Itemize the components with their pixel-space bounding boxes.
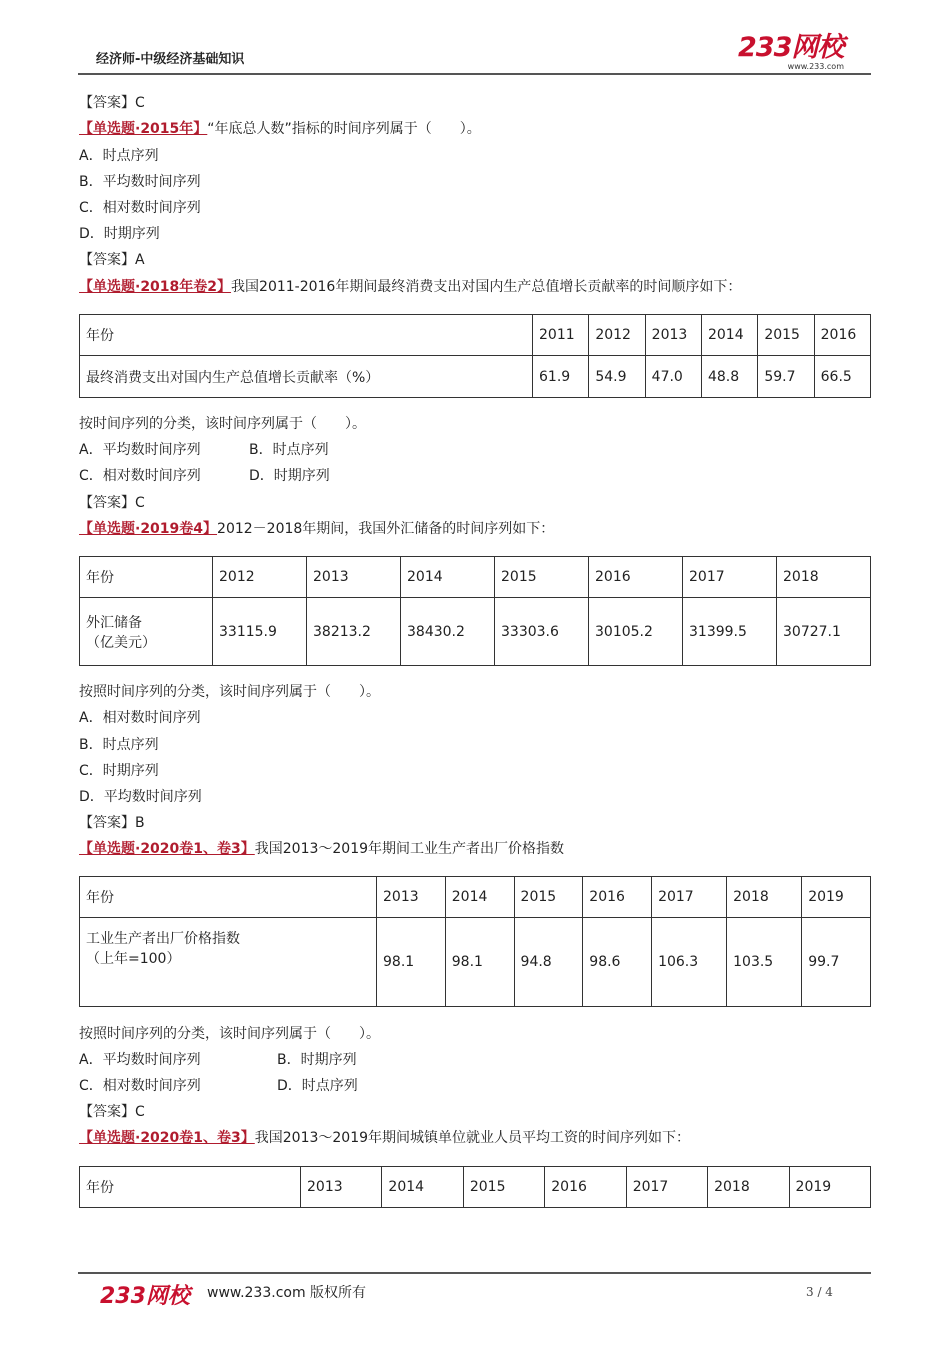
option: D．时点序列	[277, 1078, 358, 1094]
table-cell: 2015	[758, 315, 814, 356]
question-tag: 【单选题·2019卷4】	[79, 521, 218, 537]
option: B．时期序列	[277, 1052, 357, 1068]
table-cell: 2014	[401, 557, 495, 598]
table-cell: 98.1	[445, 918, 514, 1007]
table-cell: 33303.6	[495, 598, 589, 666]
row-label-unit: （上年=100）	[86, 951, 181, 967]
question-stem: 我国2011-2016年期间最终消费支出对国内生产总值增长贡献率的时间顺序如下：	[231, 279, 742, 295]
table-row	[80, 598, 871, 666]
data-table-4	[79, 876, 871, 1007]
table-cell: 年份	[80, 1167, 301, 1208]
table-cell	[80, 598, 213, 666]
table-cell: 最终消费支出对国内生产总值增长贡献率（%）	[80, 356, 533, 398]
option: B．时点序列	[79, 737, 159, 753]
table-row	[80, 557, 871, 598]
question-3	[79, 519, 554, 539]
table-cell: 2014	[382, 1167, 463, 1208]
question-stem: 我国2013～2019年期间工业生产者出厂价格指数	[254, 841, 565, 857]
question-stem: 我国2013～2019年期间城镇单位就业人员平均工资的时间序列如下：	[254, 1130, 691, 1146]
question-tag: 【单选题·2020卷1、卷3】	[79, 1130, 255, 1146]
table-cell: 2014	[701, 315, 757, 356]
option: C．时期序列	[79, 763, 159, 779]
table-cell: 94.8	[514, 918, 583, 1007]
question-followup: 按照时间序列的分类，该时间序列属于（ ）。	[79, 684, 380, 700]
table-cell: 2013	[377, 877, 446, 918]
option: A．平均数时间序列	[79, 442, 201, 458]
data-table-2	[79, 314, 871, 398]
question-4	[79, 839, 564, 859]
table-cell: 2017	[652, 877, 727, 918]
question-2	[79, 277, 741, 297]
table-cell: 2014	[445, 877, 514, 918]
table-cell: 59.7	[758, 356, 814, 398]
table-cell: 54.9	[589, 356, 645, 398]
table-cell: 2013	[301, 1167, 382, 1208]
question-tag: 【单选题·2020卷1、卷3】	[79, 841, 255, 857]
table-cell	[80, 918, 377, 1007]
option: C．相对数时间序列	[79, 200, 201, 216]
table-cell: 99.7	[802, 918, 871, 1007]
table-cell: 2016	[589, 557, 683, 598]
table-cell: 2013	[645, 315, 701, 356]
table-row	[80, 918, 871, 1007]
table-cell: 2016	[814, 315, 870, 356]
option: B．平均数时间序列	[79, 174, 201, 190]
question-1	[79, 119, 481, 139]
footer-logo[interactable]: 233网校	[100, 1284, 190, 1309]
table-cell: 2015	[514, 877, 583, 918]
table-cell: 31399.5	[683, 598, 777, 666]
table-cell: 66.5	[814, 356, 870, 398]
option: C．相对数时间序列	[79, 1078, 201, 1094]
footer-divider	[78, 1272, 871, 1274]
table-cell: 61.9	[533, 356, 589, 398]
footer-copyright: www.233.com 版权所有	[207, 1285, 367, 1301]
table-cell: 2016	[583, 877, 652, 918]
answer-line: 【答案】C	[79, 495, 145, 511]
table-row	[80, 877, 871, 918]
table-cell: 2013	[307, 557, 401, 598]
table-row	[80, 315, 871, 356]
option: A．相对数时间序列	[79, 710, 201, 726]
table-cell: 2018	[727, 877, 802, 918]
table-cell: 38430.2	[401, 598, 495, 666]
table-cell: 38213.2	[307, 598, 401, 666]
table-cell: 33115.9	[213, 598, 307, 666]
answer-line: 【答案】B	[79, 815, 145, 831]
question-stem: 2012－2018年期间，我国外汇储备的时间序列如下：	[217, 521, 555, 537]
option: A．时点序列	[79, 148, 159, 164]
header-divider	[78, 73, 871, 75]
option: A．平均数时间序列	[79, 1052, 201, 1068]
row-label: 外汇储备	[86, 614, 142, 631]
table-cell: 2012	[213, 557, 307, 598]
data-table-3	[79, 556, 871, 666]
table-row	[80, 356, 871, 398]
answer-line: 【答案】C	[79, 1104, 145, 1120]
table-cell: 2015	[463, 1167, 544, 1208]
question-followup: 按照时间序列的分类，该时间序列属于（ ）。	[79, 1026, 380, 1042]
table-cell: 2016	[545, 1167, 626, 1208]
table-row	[80, 1167, 871, 1208]
table-cell: 48.8	[701, 356, 757, 398]
question-5	[79, 1128, 690, 1148]
table-cell: 2012	[589, 315, 645, 356]
table-cell: 30105.2	[589, 598, 683, 666]
table-cell: 年份	[80, 557, 213, 598]
data-table-5	[79, 1166, 871, 1208]
table-cell: 2017	[683, 557, 777, 598]
question-stem: “年底总人数”指标的时间序列属于（ ）。	[207, 121, 481, 137]
table-cell: 98.6	[583, 918, 652, 1007]
header-title: 经济师-中级经济基础知识	[96, 52, 245, 67]
table-cell: 47.0	[645, 356, 701, 398]
table-cell: 2011	[533, 315, 589, 356]
table-cell: 年份	[80, 315, 533, 356]
option: C．相对数时间序列	[79, 468, 201, 484]
table-cell: 103.5	[727, 918, 802, 1007]
table-cell: 2018	[777, 557, 871, 598]
table-cell: 2019	[789, 1167, 870, 1208]
table-cell: 106.3	[652, 918, 727, 1007]
option: D．平均数时间序列	[79, 789, 202, 805]
option: D．时期序列	[79, 226, 160, 242]
table-cell: 98.1	[377, 918, 446, 1007]
page-number: 3 / 4	[806, 1285, 833, 1299]
answer-line: 【答案】C	[79, 95, 145, 111]
question-tag: 【单选题·2018年卷2】	[79, 279, 232, 295]
table-cell: 年份	[80, 877, 377, 918]
table-cell: 2018	[708, 1167, 789, 1208]
table-cell: 2017	[626, 1167, 707, 1208]
option: D．时期序列	[249, 468, 330, 484]
row-label: 工业生产者出厂价格指数	[86, 931, 240, 947]
question-tag: 【单选题·2015年】	[79, 121, 208, 137]
answer-line: 【答案】A	[79, 252, 145, 268]
row-label-unit: （亿美元）	[86, 634, 156, 651]
option: B．时点序列	[249, 442, 329, 458]
logo-url: www.233.com	[787, 62, 844, 71]
brand-logo[interactable]	[738, 34, 858, 74]
table-cell: 30727.1	[777, 598, 871, 666]
logo-text: 233网校	[738, 32, 844, 63]
table-cell: 2019	[802, 877, 871, 918]
question-followup: 按时间序列的分类，该时间序列属于（ ）。	[79, 416, 366, 432]
table-cell: 2015	[495, 557, 589, 598]
